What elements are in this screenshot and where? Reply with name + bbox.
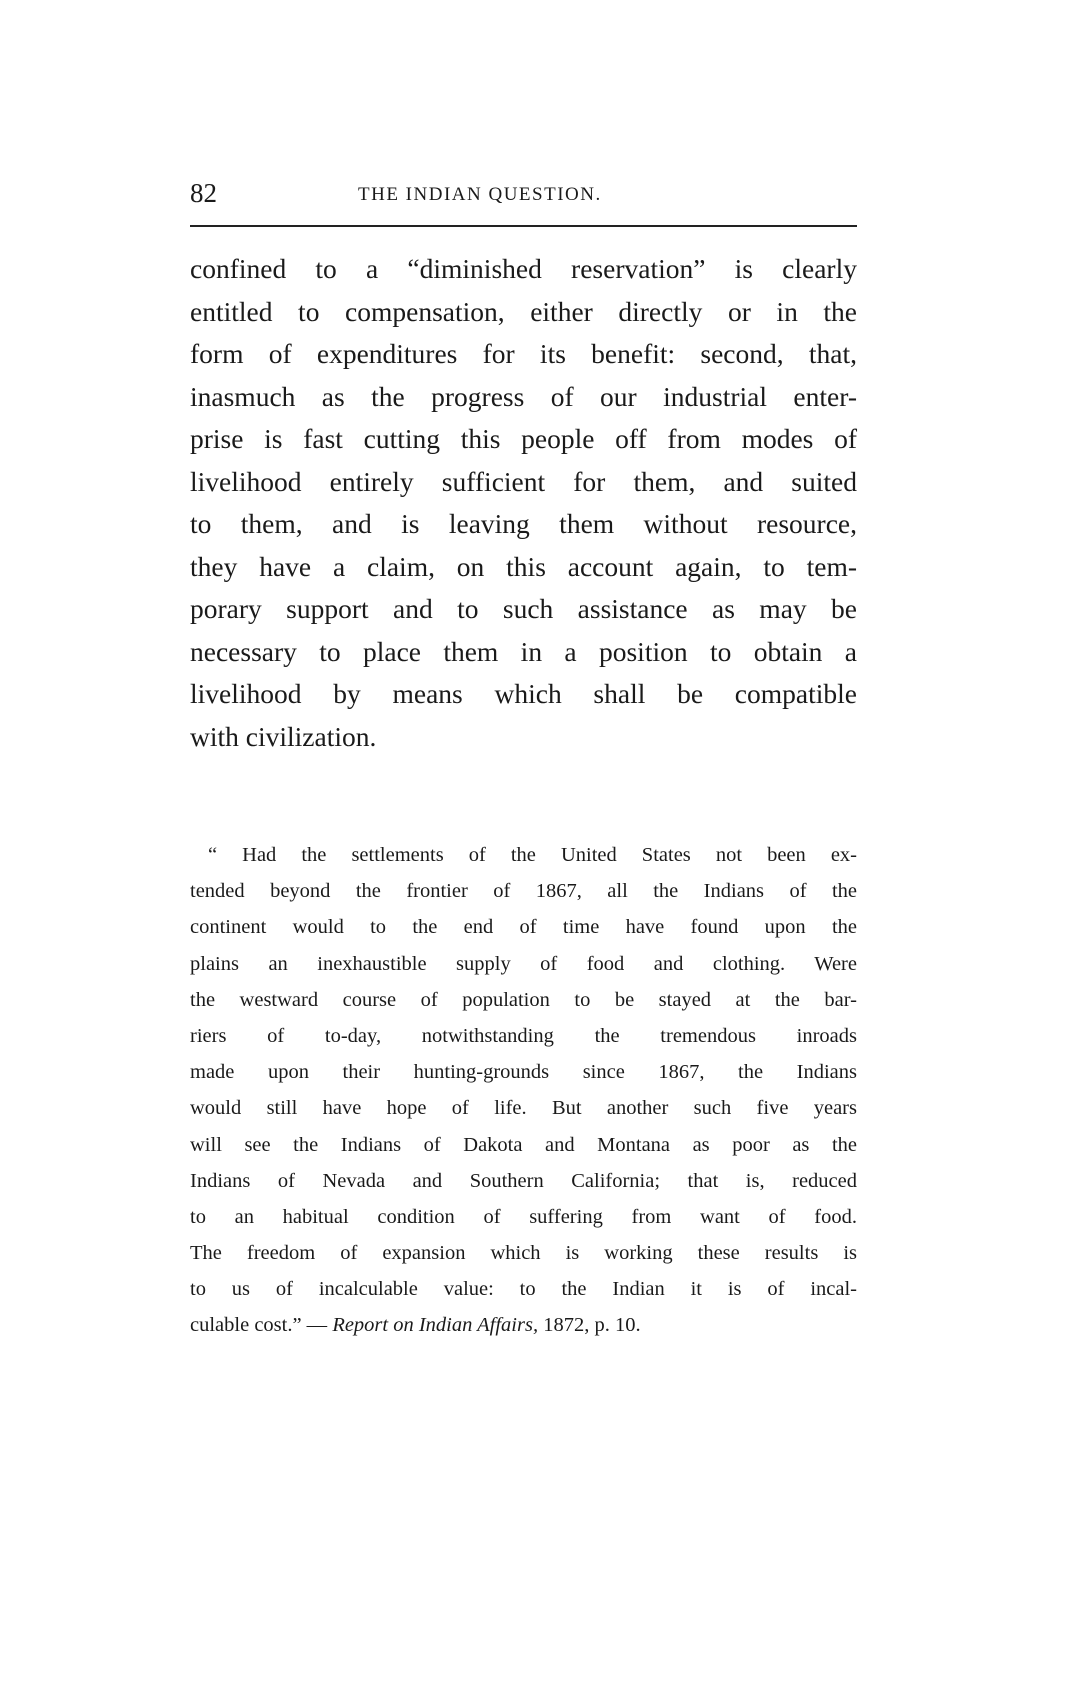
body-line: to them, and is leaving them without resource, <box>190 508 857 539</box>
footnote-line: continent would to the end of time have found upon the <box>190 916 857 939</box>
footnote-citation-line <box>190 1307 857 1343</box>
body-line: inasmuch as the progress of our industrial enter- <box>190 380 857 412</box>
footnote-quotation <box>190 837 857 1344</box>
body-line: porary support and to such assistance as may be <box>190 593 857 624</box>
body-paragraph <box>190 248 857 758</box>
footnote-line: tended beyond the frontier of 1867, all the Indians of the <box>190 880 857 903</box>
footnote-line: to us of incalculable value: to the Indian it is of incal- <box>190 1278 857 1301</box>
body-line: they have a claim, on this account again, to tem- <box>190 550 857 582</box>
footnote-line: would still have hope of life. But another such five years <box>190 1097 857 1120</box>
body-line: entitled to compensation, either directly or in the <box>190 295 857 327</box>
footnote-line: to an habitual condition of suffering from want of food. <box>190 1205 857 1228</box>
footnote-line: The freedom of expansion which is working these results is <box>190 1242 857 1265</box>
running-title: THE INDIAN QUESTION. <box>358 184 602 205</box>
footnote-line: riers of to-day, notwithstanding the tremendous inroads <box>190 1024 857 1047</box>
footnote-line: the westward course of population to be stayed at the bar- <box>190 988 857 1011</box>
citation-title: Report on Indian Affairs, <box>332 1314 539 1337</box>
body-line: confined to a “diminished reservation” is clearly <box>190 253 857 284</box>
page-number: 82 <box>190 178 217 208</box>
body-line: prise is fast cutting this people off from modes of <box>190 423 857 454</box>
body-line: livelihood by means which shall be compatible <box>190 678 857 709</box>
body-line: livelihood entirely sufficient for them, and suited <box>190 465 857 497</box>
page-header <box>190 178 857 214</box>
citation-prefix: culable cost.” — <box>190 1314 333 1337</box>
footnote-line: Indians of Nevada and Southern California; that is, reduced <box>190 1169 857 1192</box>
body-line: form of expenditures for its benefit: second, that, <box>190 338 857 369</box>
body-line: with civilization. <box>190 720 377 752</box>
body-line: necessary to place them in a position to obtain a <box>190 635 857 667</box>
footnote-line: “ Had the settlements of the United States not been ex- <box>208 844 857 866</box>
footnote-line: plains an inexhaustible supply of food and clothing. Were <box>190 952 857 975</box>
citation-suffix: 1872, p. 10. <box>538 1314 641 1337</box>
header-rule <box>190 225 857 227</box>
footnote-line: made upon their hunting-grounds since 1867, the Indians <box>190 1061 857 1084</box>
footnote-line: will see the Indians of Dakota and Montana as poor as the <box>190 1133 857 1156</box>
